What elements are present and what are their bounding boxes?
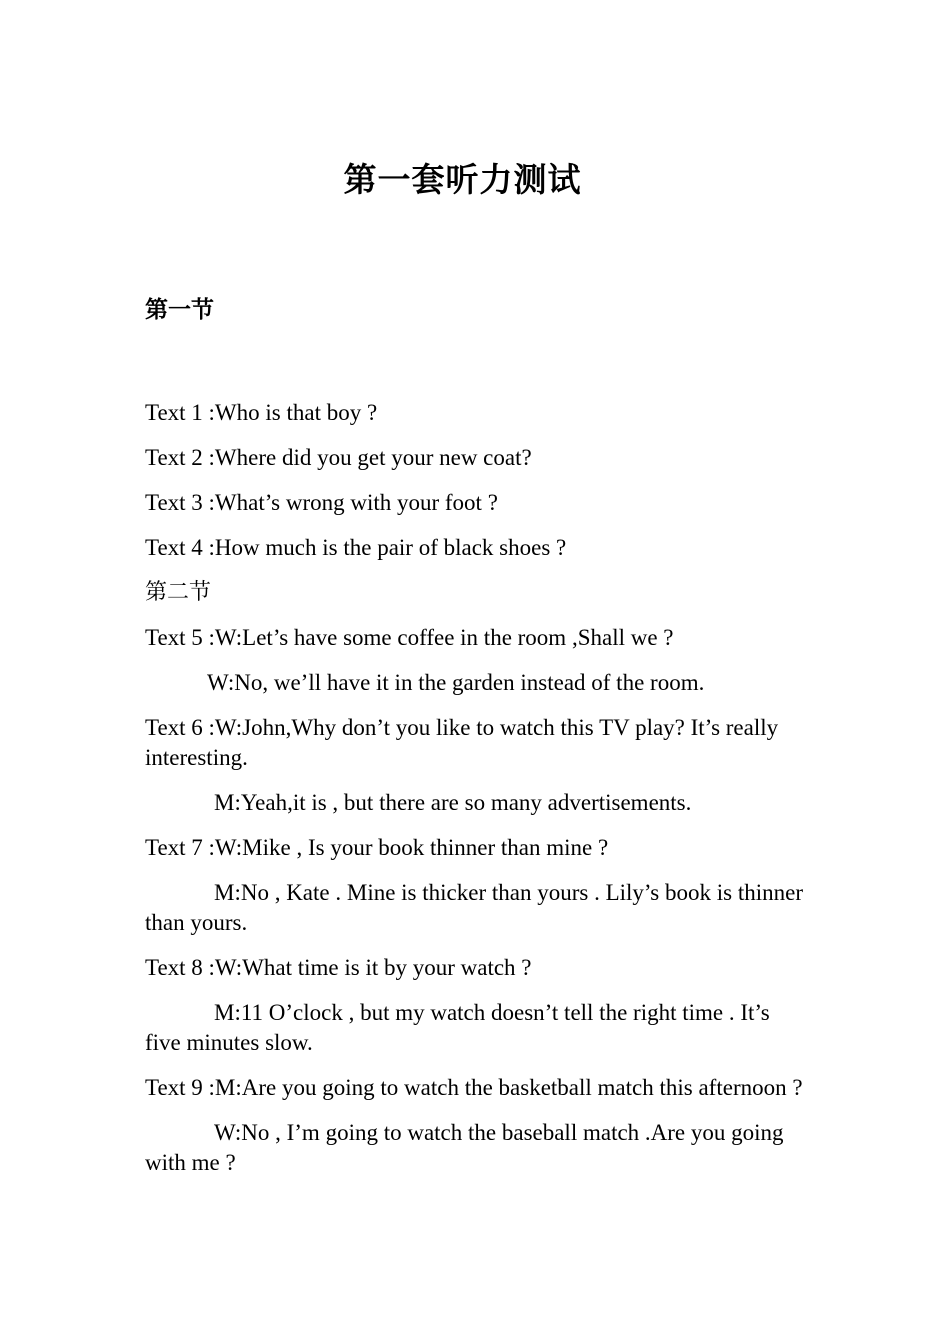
text-2-question: Text 2 :Where did you get your new coat? xyxy=(145,445,532,470)
text-5-line-2: W:No, we’ll have it in the garden instead of the room. xyxy=(207,670,705,695)
text-8-line-1: Text 8 :W:What time is it by your watch ? xyxy=(145,955,532,980)
text-1-question: Text 1 :Who is that boy ? xyxy=(145,400,378,425)
text-7-line-2: M:No , Kate . Mine is thicker than yours . Lily’s book is thinner than yours. xyxy=(145,880,803,935)
text-3-question: Text 3 :What’s wrong with your foot ? xyxy=(145,490,498,515)
document-body xyxy=(145,398,805,1193)
text-8-line-2: M:11 O’clock , but my watch doesn’t tell the right time . It’s five minutes slow. xyxy=(145,1000,770,1055)
text-7-line-1: Text 7 :W:Mike , Is your book thinner than mine ? xyxy=(145,835,609,860)
text-9-line-1: Text 9 :M:Are you going to watch the basketball match this afternoon ? xyxy=(145,1075,803,1100)
text-6-line-2: M:Yeah,it is , but there are so many advertisements. xyxy=(214,790,692,815)
page-title: 第一套听力测试 xyxy=(343,160,582,199)
text-4-question: Text 4 :How much is the pair of black shoes ? xyxy=(145,535,567,560)
text-5-line-1: Text 5 :W:Let’s have some coffee in the room ,Shall we ? xyxy=(145,625,674,650)
text-6-line-1: Text 6 :W:John,Why don’t you like to watch this TV play? It’s really interesting. xyxy=(145,715,779,770)
section-2-heading: 第二节 xyxy=(145,580,212,605)
section-1-heading: 第一节 xyxy=(145,297,214,323)
text-9-line-2: W:No , I’m going to watch the baseball match .Are you going with me ? xyxy=(145,1120,784,1175)
